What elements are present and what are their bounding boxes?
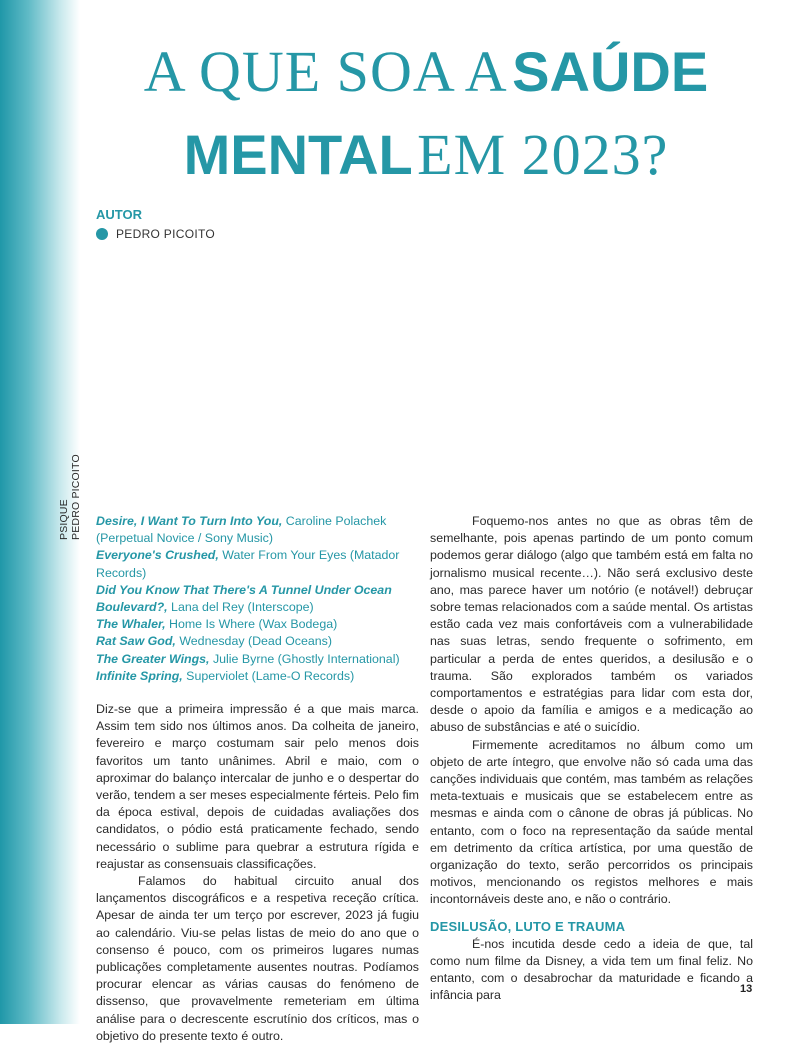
author-row [96, 227, 215, 241]
title-part: SAÚDE [512, 40, 709, 103]
left-column [96, 513, 419, 1045]
author-heading: AUTOR [96, 207, 142, 222]
album-title: Desire, I Want To Turn Into You, [96, 514, 283, 528]
album-item [96, 582, 419, 616]
album-item [96, 651, 419, 668]
album-title: The Greater Wings, [96, 651, 210, 666]
section-author: PEDRO PICOITO [70, 454, 82, 540]
body-paragraph: Diz-se que a primeira impressão é a que mais marca. Assim tem sido nos últimos anos. Da colheita de janeiro, fevereiro e março costumam sair pelo menos dois favoritos um tanto unânimes. Abril e maio, com o aproximar do balanço intercalar de junho e o despertar do verão, tendem a ser meses especialmente férteis. Pelo fim da época estival, depois de cuidadas avaliações dos candidatos, o pódio está praticamente fechado, sendo necessário o sublime para quebrar a estrutura rígida e reajustar as consensuais classificações. [96, 702, 419, 871]
album-item [96, 668, 419, 685]
title-part: EM 2023? [417, 122, 669, 187]
album-title: The Whaler, [96, 617, 166, 632]
album-info: Water From Your Eyes (Matador Records) [96, 548, 400, 580]
section-name: PSIQUE [58, 499, 70, 540]
album-item [96, 616, 419, 633]
album-info: Caroline Polachek (Perpetual Novice / Sony Music) [96, 514, 387, 546]
body-paragraph: Foquemo-nos antes no que as obras têm de semelhante, pois apenas partindo de um ponto comum podemos gerar diálogo (algo que também está em falta no jornalismo musical recente…). Não será exclusivo deste ano, mas parece haver um notório (e notável!) debruçar sobre temas relacionados com a saúde mental. Os artistas estão cada vez mais confortáveis com a vulnerabilidade nas suas letras, sendo frequente o sofrimento, em particular a perda de entes queridos, a desilusão e o trauma. São explorados também os variados comportamentos e estratégias para lidar com esta dor, desde o apoio da família e amigos e a medicação ao abuso de substâncias e até o suicídio. [430, 514, 753, 735]
album-title: Rat Saw God, [96, 634, 176, 649]
title-part: MENTAL [183, 123, 413, 186]
album-title: Did You Know That There's A Tunnel Under Ocean Boulevard?, [96, 582, 392, 615]
album-list [96, 513, 419, 685]
album-info: Lana del Rey (Interscope) [167, 600, 314, 615]
album-info: Wednesday (Dead Oceans) [175, 634, 332, 649]
album-info: Superviolet (Lame-O Records) [182, 668, 355, 683]
album-title: Infinite Spring, [96, 668, 183, 683]
body-paragraph: Falamos do habitual circuito anual dos lançamentos discográficos e a respetiva receção crítica. Apesar de ainda ter um terço por escrever, 2023 já fugiu ao calendário. Viu-se pelas listas de meio do ano que o consenso é pouco, com os primeiros lugares numas publicações completamente ausentes noutras. Podíamos procurar elencar as várias causas do fenómeno de dissenso, que provavelmente remeteriam em última análise para o decrescente escrutínio dos críticos, mas o objetivo do presente texto é outro. [96, 874, 419, 1043]
title-line-2 [96, 121, 756, 204]
title-part: A QUE SOA A [143, 39, 508, 104]
album-info: Julie Byrne (Ghostly International) [209, 651, 400, 666]
album-item [96, 513, 419, 547]
section-heading: DESILUSÃO, LUTO E TRAUMA [430, 918, 626, 934]
author-name: PEDRO PICOITO [116, 227, 216, 241]
album-title: Everyone's Crushed, [96, 548, 219, 563]
right-column [430, 513, 753, 1005]
section-label [58, 454, 82, 540]
album-item [96, 547, 419, 581]
article-title [96, 38, 756, 204]
author-bullet-icon [96, 228, 108, 240]
album-item [96, 633, 419, 650]
album-info: Home Is Where (Wax Bodega) [165, 617, 338, 632]
page-number: 13 [740, 983, 753, 995]
title-line-1 [96, 38, 756, 121]
body-paragraph: Firmemente acreditamos no álbum como um objeto de arte íntegro, que envolve não só cada uma das canções individuais que contém, mas também as relações meta-textuais e musicais que se estabelecem entre as mesmas e ainda com o cânone de obras já públicas. No entanto, com o foco na representação da saúde mental em detrimento da crítica artística, por uma questão de organização do texto, serão percorridos os principais motivos, mencionando os registos melhores e mais incontornáveis deste ano, e não o contrário. [430, 737, 753, 907]
body-paragraph: É-nos incutida desde cedo a ideia de que, tal como num filme da Disney, a vida tem um final feliz. No entanto, com o desabrochar da maturidade e ficando a infância para [430, 936, 753, 1003]
